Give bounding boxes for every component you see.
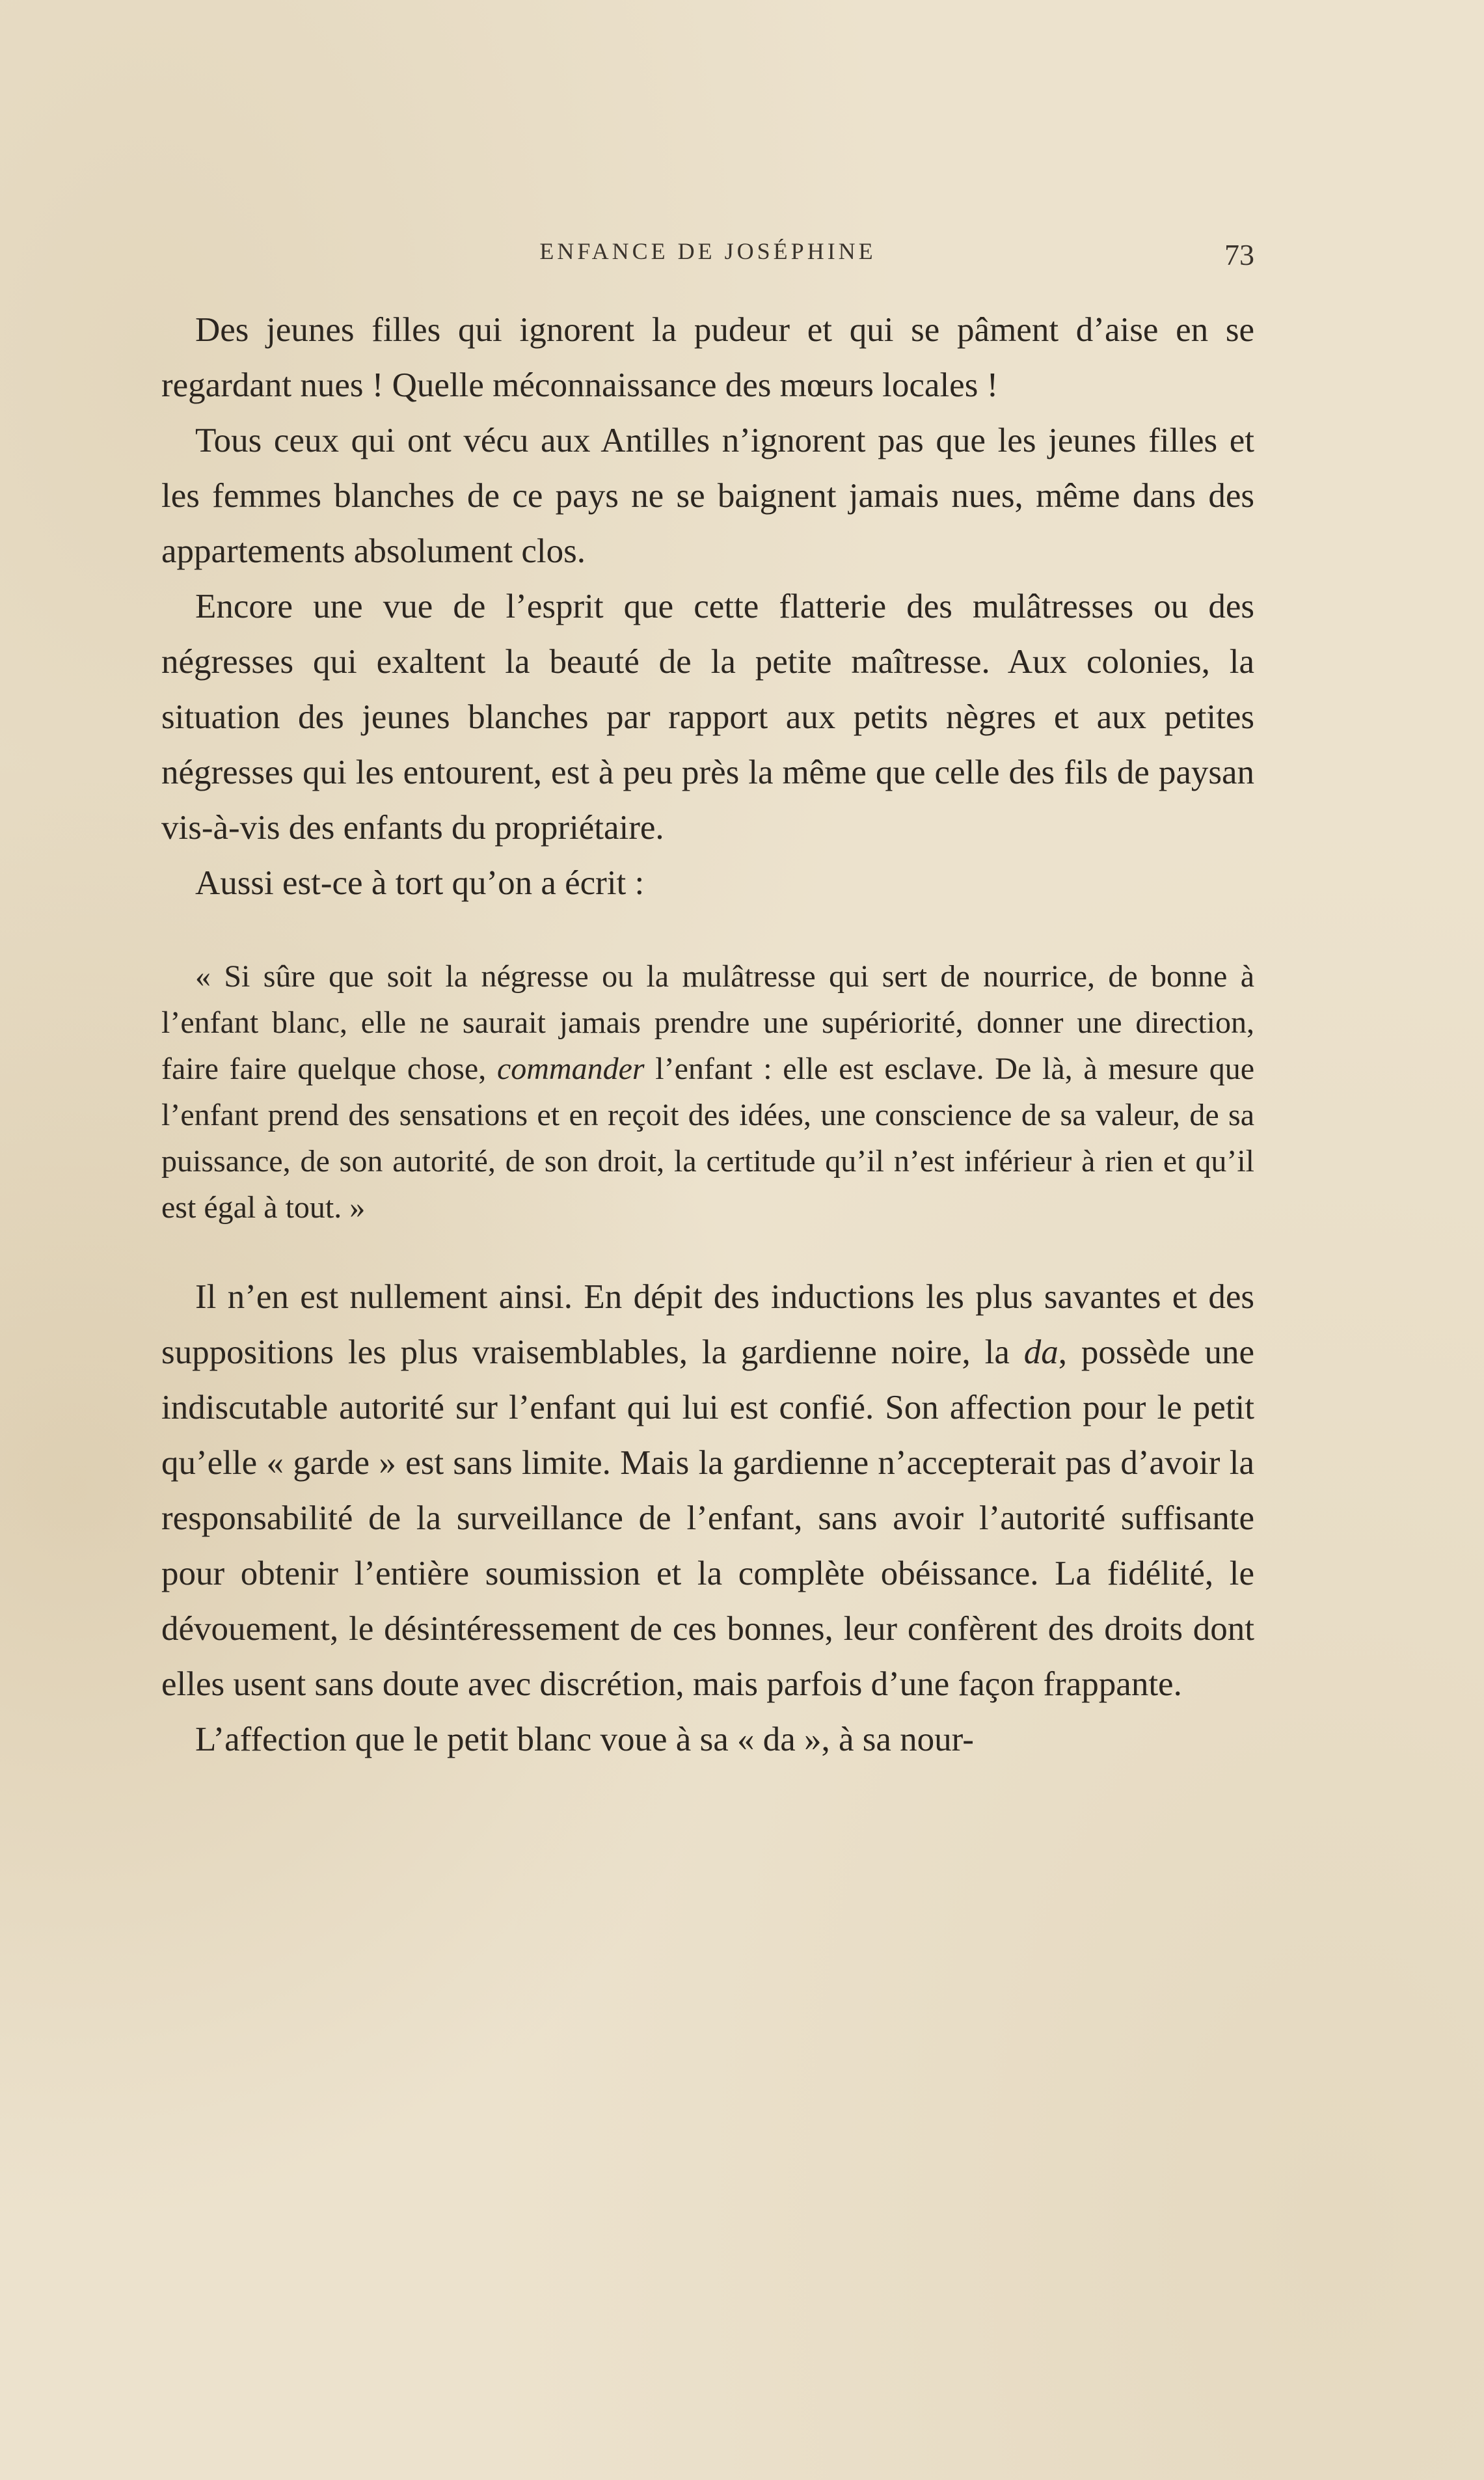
paragraph-5-end: , possède une indiscutable autorité sur l’enfant qui lui est confié. Son affection pour le petit qu’elle « garde » est sans limite. Mais la gardienne n’accepterait pas d’avoir la responsabilité de la surveillance de l’enfant, sans avoir l’autorité suffisante pour obtenir l’entière soumission et la complète obéissance. La fidélité, le dévouement, le désintéressement de ces bonnes, leur confèrent des droits dont elles usent sans doute avec discrétion, mais parfois d’une façon frappante. xyxy=(161,1333,1254,1703)
paragraph-5-emphasis: da xyxy=(1023,1333,1059,1371)
paragraph-3: Encore une vue de l’esprit que cette flatterie des mulâtresses ou des négresses qui exaltent la beauté de la petite maîtresse. Aux colonies, la situation des jeunes blanches par rapport aux petits nègres et aux petites négresses qui les entourent, est à peu près la même que celle des fils de paysan vis-à-vis des enfants du propriétaire. xyxy=(161,588,1254,847)
running-title: ENFANCE DE JOSÉPHINE xyxy=(539,238,876,264)
paragraph-5-start: Il n’en est nullement ainsi. En dépit des inductions les plus savantes et des suppositions les plus vraisemblables, la gardienne noire, la xyxy=(161,1278,1254,1371)
paragraph-6: L’affection que le petit blanc voue à sa « da », à sa nour- xyxy=(195,1721,974,1758)
paragraph-1: Des jeunes filles qui ignorent la pudeur et qui se pâment d’aise en se regardant nues ! Quelle méconnaissance des mœurs locales ! xyxy=(161,311,1254,404)
paragraph-2: Tous ceux qui ont vécu aux Antilles n’ignorent pas que les jeunes filles et les femmes blanches de ce pays ne se baignent jamais nues, même dans des appartements absolument clos. xyxy=(161,422,1254,570)
paragraph-5 xyxy=(161,1270,1254,1712)
page-number: 73 xyxy=(1224,238,1254,271)
quote-text-start: « Si sûre que soit la négresse ou la mulâtresse qui sert de nourrice, de bonne à l’enfant blanc, elle ne saurait jamais prendre une supériorité, donner une direction, faire faire quelque chose, xyxy=(161,959,1254,1086)
paragraph-4: Aussi est-ce à tort qu’on a écrit : xyxy=(195,864,645,902)
quote-emphasis: commander xyxy=(496,1052,645,1086)
page-body xyxy=(161,303,1254,1767)
quote-text-end: l’enfant : elle est esclave. De là, à mesure que l’enfant prend des sensations et en reçoit des idées, une conscience de sa valeur, de sa puissance, de son autorité, de son droit, la certitude qu’il n’est inférieur à rien et qu’il est égal à tout. » xyxy=(161,1052,1254,1225)
block-quote xyxy=(161,953,1254,1231)
page-header xyxy=(161,238,1254,277)
